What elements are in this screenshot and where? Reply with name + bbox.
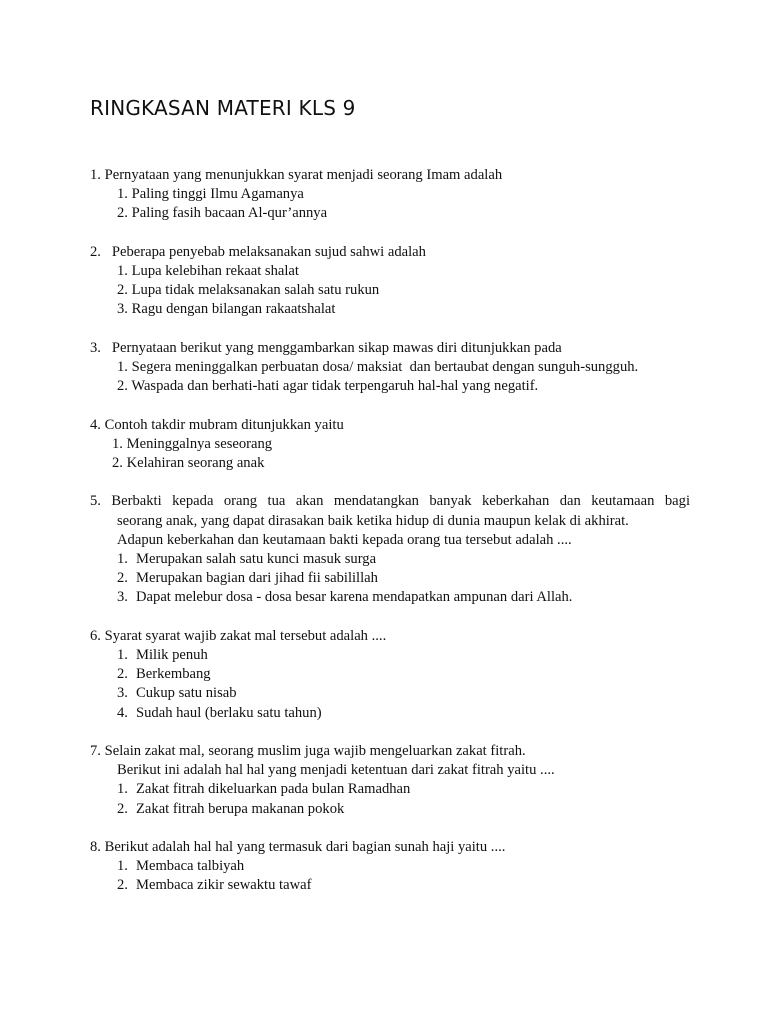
question-1: [90, 166, 690, 224]
option-text: Lupa kelebihan rekaat shalat: [131, 263, 299, 279]
answer-option: [90, 204, 690, 223]
option-text: Cukup satu nisab: [136, 685, 237, 702]
question-2: [90, 243, 690, 320]
option-number: 1.: [117, 359, 128, 375]
answer-option: [90, 588, 690, 607]
answer-option: [90, 262, 690, 281]
option-text: Lupa tidak melaksanakan salah satu rukun: [131, 282, 380, 299]
option-text: Segera meninggalkan perbuatan dosa/ maksiat dan bertaubat dengan sunguh-sungguh.: [131, 359, 639, 375]
answer-option: [90, 704, 690, 723]
option-number: 1.: [117, 263, 128, 279]
question-stem: 4. Contoh takdir mubram ditunjukkan yaitu: [90, 416, 344, 433]
answer-option: [90, 358, 690, 377]
question-stem-continued: Adapun keberkahan dan keutamaan bakti kepada orang tua tersebut adalah ....: [117, 531, 572, 548]
option-text: Paling tinggi Ilmu Agamanya: [131, 186, 304, 203]
option-text: Paling fasih bacaan Al-qur’annya: [131, 205, 328, 222]
option-number: 2.: [117, 205, 128, 222]
option-number: 1.: [117, 647, 128, 663]
option-number: 1.: [117, 186, 128, 203]
option-text: Dapat melebur dosa - dosa besar karena mendapatkan ampunan dari Allah.: [136, 589, 573, 606]
option-text: Waspada dan berhati-hati agar tidak terpengaruh hal-hal yang negatif.: [131, 378, 539, 395]
option-number: 2.: [112, 455, 123, 471]
question-stem: 7. Selain zakat mal, seorang muslim juga wajib mengeluarkan zakat fitrah.: [90, 743, 526, 759]
option-number: 2.: [117, 570, 128, 587]
option-text: Membaca zikir sewaktu tawaf: [136, 877, 312, 894]
question-stem-continued: seorang anak, yang dapat dirasakan baik ketika hidup di dunia maupun kelak di akhirat.: [117, 512, 629, 529]
option-number: 1.: [117, 858, 128, 875]
question-4: [90, 416, 690, 474]
answer-option: [90, 800, 690, 819]
option-number: 3.: [117, 589, 128, 606]
answer-option: [90, 780, 690, 799]
answer-option: [90, 281, 690, 300]
option-text: Milik penuh: [136, 647, 208, 663]
question-stem: 2. Peberapa penyebab melaksanakan sujud sahwi adalah: [90, 243, 426, 260]
option-number: 2.: [117, 800, 128, 817]
answer-option: [90, 665, 690, 684]
answer-option: [90, 550, 690, 569]
answer-option: [90, 435, 690, 454]
option-text: Zakat fitrah dikeluarkan pada bulan Ramadhan: [136, 781, 411, 798]
question-stem-continued: Berikut ini adalah hal hal yang menjadi ketentuan dari zakat fitrah yaitu ....: [117, 762, 555, 779]
option-text: Merupakan bagian dari jihad fii sabilillah: [136, 570, 378, 587]
answer-option: [90, 857, 690, 876]
document-body: [90, 166, 690, 915]
option-text: Membaca talbiyah: [136, 858, 245, 875]
option-number: 2.: [117, 378, 128, 395]
option-text: Ragu dengan bilangan rakaatshalat: [131, 301, 336, 318]
question-7: [90, 742, 690, 819]
option-text: Kelahiran seorang anak: [126, 455, 265, 471]
option-number: 2.: [117, 282, 128, 299]
question-8: [90, 838, 690, 896]
option-number: 1.: [112, 435, 123, 452]
question-6: [90, 627, 690, 723]
option-text: Berkembang: [136, 666, 211, 683]
option-number: 1.: [117, 551, 128, 567]
question-3: [90, 339, 690, 397]
option-number: 2.: [117, 877, 128, 894]
answer-option: [90, 377, 690, 396]
option-number: 1.: [117, 781, 128, 798]
answer-option: [90, 569, 690, 588]
answer-option: [90, 185, 690, 204]
option-text: Merupakan salah satu kunci masuk surga: [136, 551, 377, 567]
document-title: RINGKASAN MATERI KLS 9: [90, 96, 356, 120]
option-number: 2.: [117, 666, 128, 683]
answer-option: [90, 684, 690, 703]
option-number: 3.: [117, 301, 128, 318]
option-text: Zakat fitrah berupa makanan pokok: [136, 800, 345, 817]
option-text: Meninggalnya seseorang: [126, 435, 273, 452]
answer-option: [90, 300, 690, 319]
answer-option: [90, 646, 690, 665]
question-5: [90, 492, 690, 607]
option-text: Sudah haul (berlaku satu tahun): [136, 704, 322, 721]
question-stem: 6. Syarat syarat wajib zakat mal tersebut adalah ....: [90, 627, 387, 644]
question-stem: 1. Pernyataan yang menunjukkan syarat menjadi seorang Imam adalah: [90, 167, 503, 183]
option-number: 3.: [117, 685, 128, 702]
question-stem: 5. Berbakti kepada orang tua akan mendatangkan banyak keberkahan dan keutamaan bagi: [90, 493, 690, 510]
question-stem: 3. Pernyataan berikut yang menggambarkan sikap mawas diri ditunjukkan pada: [90, 339, 562, 356]
answer-option: [90, 454, 690, 473]
answer-option: [90, 876, 690, 895]
option-number: 4.: [117, 704, 128, 721]
question-stem: 8. Berikut adalah hal hal yang termasuk dari bagian sunah haji yaitu ....: [90, 839, 506, 855]
